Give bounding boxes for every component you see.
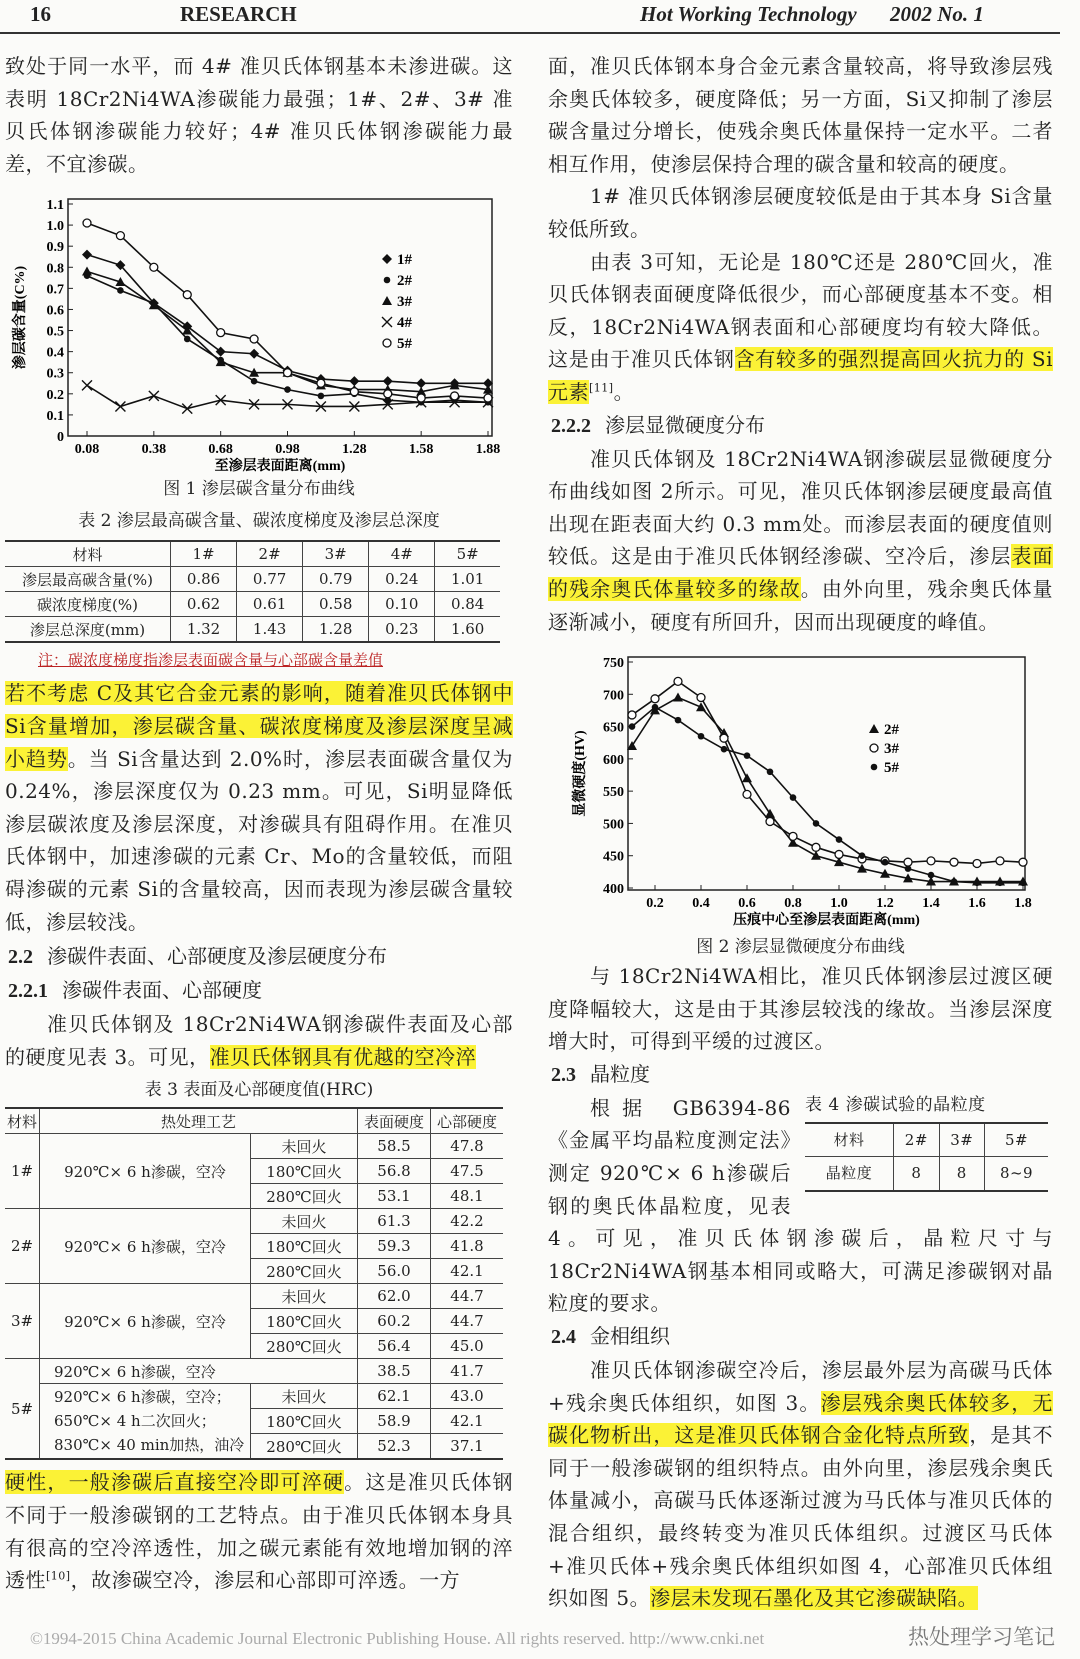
data-point — [697, 694, 705, 702]
table-cell: 44.7 — [431, 1284, 504, 1309]
highlighted-text: 表面的残余奥氏体量较多的缘故 — [548, 544, 1054, 601]
heading-title: 渗层显微硬度分布 — [605, 412, 765, 437]
journal-name: Hot Working Technology — [640, 2, 857, 26]
table-cell: 1.28 — [303, 617, 369, 643]
table-cell: 1.32 — [171, 617, 237, 643]
data-point — [882, 859, 889, 866]
x-tick-label: 1.8 — [1014, 896, 1032, 912]
x-tick-label: 1.28 — [342, 442, 367, 458]
section-heading-2-2-2 — [551, 409, 1053, 443]
table-4-box — [805, 1092, 1053, 1192]
heading-number: 2.4 — [551, 1326, 576, 1349]
data-point — [249, 349, 259, 359]
table-cell: 0.77 — [237, 567, 303, 592]
plot-frame — [628, 657, 1025, 890]
table-cell: 渗层最高碳含量(%) — [5, 567, 171, 592]
table-cell: 0.58 — [303, 592, 369, 617]
y-axis-label: 渗层碳含量(C%) — [13, 266, 28, 370]
data-point — [905, 865, 912, 872]
temper-cell: 未回火 — [251, 1209, 358, 1234]
text-segment: 的奥氏体晶粒度，见表 4。可见，准贝氏体钢渗碳后，晶粒尺寸与 18Cr2Ni4WA钢基本相同或略大，可满足渗碳钢对晶粒度的要求。 — [548, 1193, 1053, 1316]
paragraph-part — [548, 1194, 1053, 1316]
y-tick-label: 0.4 — [46, 346, 64, 362]
material-cell: 2# — [5, 1209, 40, 1284]
table-cell: 42.1 — [431, 1409, 504, 1434]
y-tick-label: 0.7 — [46, 282, 64, 298]
section-heading-2-2 — [8, 940, 513, 974]
y-tick-label: 700 — [603, 688, 624, 704]
table-cell: 38.5 — [358, 1359, 431, 1384]
data-point — [698, 733, 705, 740]
table-cell: 47.8 — [431, 1134, 504, 1159]
text-segment: 。这是准贝氏体钢不同于一般渗碳钢的工艺特点。由于准贝氏体钢本身具有很高的空冷淬透性，加之碳元素能有效地增加钢的淬透性 — [5, 1470, 514, 1593]
y-tick-label: 650 — [603, 720, 624, 736]
figure-2-chart — [548, 642, 1053, 934]
data-point — [217, 329, 225, 337]
x-axis-label: 压痕中心至渗层表面距离(mm) — [733, 913, 920, 929]
table-cell: 44.7 — [431, 1309, 504, 1334]
x-tick-label: 0.08 — [74, 442, 100, 458]
process-line: 650℃× 4 h二次回火； — [54, 1412, 216, 1431]
legend-marker — [382, 254, 392, 264]
paragraph — [548, 443, 1053, 639]
series-line-1# — [87, 255, 488, 384]
text-segment: 致处于同一水平，而 4# 准贝氏体钢基本未渗进碳。这表明 18Cr2Ni4WA渗碳能力最强；1#、2#、3# 准贝氏体钢渗碳能力较好；4# 准贝氏体钢渗碳能力最差，不宜渗碳。 — [5, 54, 513, 176]
temper-cell: 180℃回火 — [251, 1159, 358, 1184]
table-cell: 47.5 — [431, 1159, 504, 1184]
data-point — [997, 880, 1004, 887]
y-tick-label: 0.5 — [46, 324, 64, 340]
x-tick-label: 0.68 — [208, 442, 233, 458]
legend-marker — [382, 296, 392, 305]
table-header-cell: 5# — [435, 541, 500, 567]
data-point — [836, 836, 843, 843]
table-header-cell: 4# — [369, 541, 435, 567]
paragraph-with-table-4 — [548, 1092, 1053, 1320]
table-row — [5, 1209, 503, 1234]
heading-number: 2.2 — [8, 946, 33, 969]
table-cell: 1.01 — [435, 567, 500, 592]
table-cell: 8 — [894, 1157, 939, 1191]
section-heading-2-4 — [551, 1320, 1053, 1354]
table-row — [805, 1157, 1048, 1191]
y-tick-label: 450 — [603, 849, 624, 865]
y-tick-label: 550 — [603, 785, 624, 801]
temper-cell: 未回火 — [251, 1134, 358, 1159]
right-column — [548, 50, 1053, 1615]
temper-cell: 280℃回火 — [251, 1184, 358, 1209]
x-tick-label: 0.6 — [738, 896, 756, 912]
table-header-cell: 2# — [894, 1123, 939, 1157]
data-point — [720, 734, 728, 742]
paragraph — [5, 1466, 513, 1596]
temper-cell: 280℃回火 — [251, 1434, 358, 1460]
text-segment: 1# 准贝氏体钢渗层硬度较低是由于其本身 Si含量较低所致。 — [548, 184, 1053, 241]
data-point — [835, 851, 843, 859]
data-point — [149, 391, 159, 401]
material-cell: 3# — [5, 1284, 40, 1359]
data-point — [950, 858, 958, 866]
watermark-text: 热处理学习笔记 — [908, 1624, 1055, 1649]
series-line-5# — [632, 707, 1023, 883]
table-cell: 晶粒度 — [805, 1157, 894, 1191]
data-point — [767, 769, 774, 776]
legend-label: 1# — [397, 252, 412, 269]
data-point — [790, 794, 797, 801]
text-segment: 由表 3可知，无论是 180℃还是 280℃回火，准贝氏体钢表面硬度降低很少，而心部硬度基本不变。相反，18Cr2Ni4WA钢表面和心部硬度均有较大降低。这是由于准贝氏体钢 — [548, 249, 1053, 372]
table-2 — [5, 540, 500, 643]
copyright-footer: ©1994-2015 China Academic Journal Electronic Publishing House. All rights reserved. http://www.cnki.net — [30, 1628, 765, 1648]
data-point — [83, 219, 91, 227]
text-segment: ，是其不同于一般渗碳钢的组织特点。由外向里，渗层残余奥氏体量减小，高碳马氏体逐渐过渡为马氏体与准贝氏体的混合组织，最终转变为准贝氏体组织。过渡区马氏体+准贝氏体+残余奥氏体组织如图 4，心部准贝氏体组织如图 5。 — [548, 1423, 1054, 1611]
data-point — [117, 288, 124, 295]
heading-number: 2.2.1 — [8, 980, 48, 1003]
y-tick-label: 1.1 — [46, 198, 64, 214]
data-point — [674, 677, 682, 685]
table-header-cell: 材料 — [5, 1108, 40, 1134]
table-cell: 56.0 — [358, 1259, 431, 1284]
legend-label: 3# — [884, 741, 899, 758]
table-cell: 37.1 — [431, 1434, 504, 1460]
x-tick-label: 1.4 — [922, 896, 940, 912]
figure-1-chart — [5, 184, 513, 476]
text-segment: 准贝氏体钢渗碳空冷后，渗层最外层为高碳马氏体+残余奥氏体组织，如图 3。 — [548, 1358, 1053, 1415]
data-point — [673, 693, 683, 702]
data-point — [350, 388, 358, 396]
highlighted-text: 若不考虑 C及其它合金元素的影响，随着准贝氏体钢中 Si含量增加，渗层碳含量、碳浓度梯度及渗层深度呈减小趋势 — [5, 681, 513, 771]
data-point — [974, 880, 981, 887]
citation-ref: [10] — [46, 1569, 71, 1583]
data-point — [859, 853, 866, 860]
data-point — [928, 872, 935, 879]
table-cell: 0.86 — [171, 567, 237, 592]
data-point — [1019, 858, 1027, 866]
heading-title: 金相组织 — [590, 1324, 670, 1349]
y-tick-label: 0.6 — [46, 303, 64, 319]
page-number: 16 — [30, 2, 51, 26]
table-header-cell: 1# — [171, 541, 237, 567]
x-tick-label: 0.38 — [141, 442, 167, 458]
data-point — [116, 232, 124, 240]
data-point — [317, 380, 325, 388]
text-segment: 根据 GB6394-86《金属平均晶粒度测定法》测定 920℃× 6 h渗碳后钢 — [548, 1095, 791, 1218]
x-tick-label: 0.2 — [646, 896, 664, 912]
table-cell: 渗层总深度(mm) — [5, 617, 171, 643]
table-cell: 8 — [939, 1157, 984, 1191]
highlighted-text: 渗层未发现石墨化及其它渗碳缺陷。 — [650, 1586, 979, 1611]
table-4-title: 表 4 渗碳试验的晶粒度 — [805, 1094, 986, 1115]
y-tick-label: 400 — [603, 882, 624, 898]
table-row — [5, 1284, 503, 1309]
temper-cell: 180℃回火 — [251, 1234, 358, 1259]
data-point — [450, 381, 460, 390]
table-2-title: 表 2 渗层最高碳含量、碳浓度梯度及渗层总深度 — [78, 511, 440, 532]
series-line-3# — [632, 681, 1023, 863]
data-point — [284, 387, 291, 394]
heading-title: 渗碳件表面、心部硬度 — [62, 978, 262, 1003]
table-cell: 1.43 — [237, 617, 303, 643]
table-row — [5, 592, 500, 617]
data-point — [250, 335, 258, 343]
table-cell: 48.1 — [431, 1184, 504, 1209]
temper-cell: 未回火 — [251, 1384, 358, 1409]
process-cell: 920℃× 6 h渗碳，空冷 — [40, 1284, 251, 1359]
data-point — [115, 402, 125, 412]
highlighted-text: 渗层残余奥氏体较多，无碳化物析出，这是准贝氏体钢合金化特点所致 — [548, 1390, 1054, 1448]
table-row — [5, 617, 500, 643]
process-cell: 920℃× 6 h渗碳，空冷 — [40, 1134, 251, 1209]
table-header-cell: 2# — [237, 541, 303, 567]
legend-marker — [384, 277, 391, 284]
table-header-cell: 心部硬度 — [431, 1108, 504, 1134]
table-cell: 59.3 — [358, 1234, 431, 1259]
table-cell: 42.1 — [431, 1259, 504, 1284]
y-tick-label: 500 — [603, 817, 624, 833]
text-segment: 。 — [613, 379, 635, 404]
data-point — [651, 695, 659, 703]
data-point — [811, 851, 821, 860]
table-cell: 62.0 — [358, 1284, 431, 1309]
figure-1-caption: 图 1 渗层碳含量分布曲线 — [163, 479, 355, 500]
table-cell: 42.2 — [431, 1209, 504, 1234]
data-point — [1020, 880, 1027, 887]
data-point — [318, 393, 325, 400]
data-point — [721, 746, 728, 753]
table-cell: 1.60 — [435, 617, 500, 643]
table-cell: 0.79 — [303, 567, 369, 592]
table-cell: 碳浓度梯度(%) — [5, 592, 171, 617]
text-segment: 准贝氏体钢及 18Cr2Ni4WA钢渗碳层显微硬度分布曲线如图 2所示。可见，准贝氏体钢渗层硬度最高值出现在距表面大约 0.3 mm处。而渗层表面的硬度值则较低。这是由于准贝氏体钢经渗碳、空冷后，渗层 — [548, 446, 1053, 569]
paragraph — [5, 677, 513, 938]
process-cell — [40, 1384, 251, 1460]
data-point — [744, 752, 751, 759]
table-cell: 56.8 — [358, 1159, 431, 1184]
section-heading-2-3 — [551, 1058, 1053, 1092]
temper-cell: 280℃回火 — [251, 1259, 358, 1284]
material-cell: 5# — [5, 1359, 40, 1460]
table-header-cell: 材料 — [805, 1123, 894, 1157]
data-point — [652, 704, 659, 711]
data-point — [184, 336, 191, 343]
section-heading-2-2-1 — [8, 974, 513, 1008]
data-point — [951, 878, 958, 885]
header-rule — [0, 32, 1060, 34]
paragraph — [548, 246, 1053, 409]
x-tick-label: 1.2 — [876, 896, 894, 912]
temper-cell: 未回火 — [251, 1284, 358, 1309]
data-point — [675, 717, 682, 724]
data-point — [927, 857, 935, 865]
legend-marker — [383, 339, 391, 347]
table-cell: 52.3 — [358, 1434, 431, 1460]
data-point — [82, 250, 92, 260]
temper-cell: 180℃回火 — [251, 1409, 358, 1434]
heading-title: 晶粒度 — [590, 1061, 650, 1086]
table-4 — [805, 1122, 1048, 1192]
temper-cell: 280℃回火 — [251, 1334, 358, 1359]
data-point — [973, 860, 981, 868]
data-point — [417, 394, 425, 402]
y-tick-label: 0.3 — [46, 367, 64, 383]
legend-label: 4# — [397, 315, 412, 332]
data-point — [904, 858, 912, 866]
series-line-2# — [632, 698, 1023, 882]
legend-marker — [870, 744, 878, 752]
data-point — [789, 832, 797, 840]
text-segment: 与 18Cr2Ni4WA相比，准贝氏体钢渗层过渡区硬度降幅较大，这是由于其渗层较浅的缘故。当渗层深度增大时，可得到平缓的过渡区。 — [548, 964, 1053, 1054]
data-point — [82, 381, 92, 391]
table-row — [5, 1359, 503, 1384]
table-cell: 56.4 — [358, 1334, 431, 1359]
table-cell: 0.84 — [435, 592, 500, 617]
text-segment: 。当 Si含量达到 2.0%时，渗层表面碳含量仅为 0.24%，渗层深度仅为 0.23 mm。可见，Si明显降低渗层碳浓度及渗层深度，对渗碳具有阻碍作用。在准贝氏体钢中，加速渗碳的元素 Cr、Mo的含量较低，而阻碍渗碳的元素 Si的含量较高，因而表现为渗层碳含量较低，渗层较浅。 — [5, 746, 514, 934]
table-row — [5, 1134, 503, 1159]
y-tick-label: 0.1 — [46, 409, 64, 425]
highlighted-text: 硬性，一般渗碳后直接空冷即可淬硬 — [5, 1470, 345, 1495]
table-cell: 58.9 — [358, 1409, 431, 1434]
text-segment: 准贝氏体钢及 18Cr2Ni4WA钢渗碳件表面及心部的硬度见表 3。可见， — [5, 1012, 513, 1069]
table-row — [5, 1384, 503, 1409]
table-header-cell: 热处理工艺 — [40, 1108, 358, 1134]
text-segment: 。由外向里，残余奥氏体量逐渐减小，硬度有所回升，因而出现硬度的峰值。 — [548, 576, 1054, 634]
data-point — [284, 369, 292, 377]
temper-cell: 180℃回火 — [251, 1309, 358, 1334]
y-tick-label: 0.9 — [46, 240, 64, 256]
x-tick-label: 1.0 — [830, 896, 848, 912]
data-point — [742, 773, 752, 782]
table-header-cell: 5# — [985, 1123, 1048, 1157]
table-row — [5, 567, 500, 592]
table-cell: 61.3 — [358, 1209, 431, 1234]
data-point — [183, 291, 191, 299]
heading-number: 2.2.2 — [551, 414, 591, 437]
x-tick-label: 0.4 — [692, 896, 710, 912]
data-point — [150, 264, 158, 272]
data-point — [384, 390, 392, 398]
table-2-note: 注：碳浓度梯度指渗层表面碳含量与心部碳含量差值 — [38, 651, 384, 670]
data-point — [629, 723, 636, 730]
legend-marker — [382, 317, 392, 327]
table-cell: 8~9 — [985, 1157, 1048, 1191]
table-cell: 43.0 — [431, 1384, 504, 1409]
paragraph — [548, 180, 1053, 245]
table-header-cell: 3# — [939, 1123, 984, 1157]
figure-2-caption: 图 2 渗层显微硬度分布曲线 — [696, 937, 905, 958]
y-axis-label: 显微硬度(HV) — [573, 730, 588, 817]
table-header-cell: 3# — [303, 541, 369, 567]
plot-frame — [68, 199, 492, 436]
y-tick-label: 1.0 — [46, 219, 64, 235]
data-point — [251, 378, 258, 385]
citation-ref: [11] — [589, 381, 614, 395]
x-tick-label: 0.98 — [275, 442, 300, 458]
data-point — [996, 857, 1004, 865]
table-cell: 60.2 — [358, 1309, 431, 1334]
process-line: 830℃× 40 min加热，油冷 — [54, 1436, 245, 1455]
heading-number: 2.3 — [551, 1063, 576, 1086]
data-point — [743, 790, 751, 798]
table-cell: 41.7 — [431, 1359, 504, 1384]
table-header-cell: 表面硬度 — [358, 1108, 431, 1134]
legend-label: 3# — [397, 294, 412, 311]
y-tick-label: 0.2 — [46, 388, 64, 404]
paragraph — [5, 50, 513, 180]
highlighted-text: 准贝氏体钢具有优越的空冷淬 — [209, 1044, 477, 1069]
paragraph — [548, 1354, 1053, 1615]
material-cell: 1# — [5, 1134, 40, 1209]
paragraph — [548, 960, 1053, 1058]
legend-label: 2# — [884, 722, 899, 739]
table-cell: 0.10 — [369, 592, 435, 617]
x-tick-label: 1.88 — [475, 442, 501, 458]
highlighted-text: 含有较多的强烈提高回火抗力的 Si元素 — [548, 347, 1053, 404]
paragraph — [548, 50, 1053, 180]
data-point — [812, 843, 820, 851]
paragraph — [5, 1008, 513, 1073]
table-3 — [5, 1107, 503, 1460]
process-cell: 920℃× 6 h渗碳，空冷 — [40, 1209, 251, 1284]
x-tick-label: 1.6 — [968, 896, 986, 912]
text-segment: 面，准贝氏体钢本身合金元素含量较高，将导致渗层残余奥氏体较多，硬度降低；另一方面，Si又抑制了渗层碳含量过分增长，使残余奥氏体量保持一定水平。二者相互作用，使渗层保持合理的碳含量和较高的硬度。 — [548, 54, 1053, 176]
table-cell: 0.23 — [369, 617, 435, 643]
table-cell: 0.62 — [171, 592, 237, 617]
data-point — [484, 394, 492, 402]
y-tick-label: 750 — [603, 656, 624, 672]
text-segment: ，故渗碳空冷，渗层和心部即可淬透。一方 — [70, 1568, 461, 1593]
data-point — [813, 820, 820, 827]
left-column — [5, 50, 513, 1597]
x-tick-label: 0.8 — [784, 896, 802, 912]
issue-label: 2002 No. 1 — [890, 2, 984, 26]
table-cell: 0.24 — [369, 567, 435, 592]
data-point — [182, 404, 192, 414]
x-tick-label: 1.58 — [408, 442, 434, 458]
section-label: RESEARCH — [180, 2, 297, 26]
table-cell: 53.1 — [358, 1184, 431, 1209]
process-cell: 920℃× 6 h渗碳，空冷 — [40, 1359, 358, 1384]
y-tick-label: 0.8 — [46, 261, 64, 277]
legend-marker — [869, 724, 879, 733]
x-axis-label: 至渗层表面距离(mm) — [214, 459, 346, 475]
legend-label: 2# — [397, 273, 412, 290]
table-3-title: 表 3 表面及心部硬度值(HRC) — [144, 1080, 374, 1101]
legend-label: 5# — [397, 336, 412, 353]
legend-label: 5# — [884, 760, 899, 777]
table-cell: 41.8 — [431, 1234, 504, 1259]
data-point — [628, 711, 636, 719]
table-cell: 58.5 — [358, 1134, 431, 1159]
process-line: 920℃× 6 h渗碳，空冷； — [54, 1388, 231, 1407]
y-tick-label: 600 — [603, 752, 624, 768]
data-point — [451, 392, 459, 400]
y-tick-label: 0 — [57, 430, 64, 446]
table-cell: 45.0 — [431, 1334, 504, 1359]
footer-row — [0, 1615, 1080, 1659]
table-header-cell: 材料 — [5, 541, 171, 567]
table-cell: 62.1 — [358, 1384, 431, 1409]
table-cell: 0.61 — [237, 592, 303, 617]
data-point — [766, 818, 774, 826]
legend-marker — [871, 764, 878, 771]
heading-title: 渗碳件表面、心部硬度及渗层硬度分布 — [47, 944, 387, 969]
data-point — [82, 267, 92, 276]
